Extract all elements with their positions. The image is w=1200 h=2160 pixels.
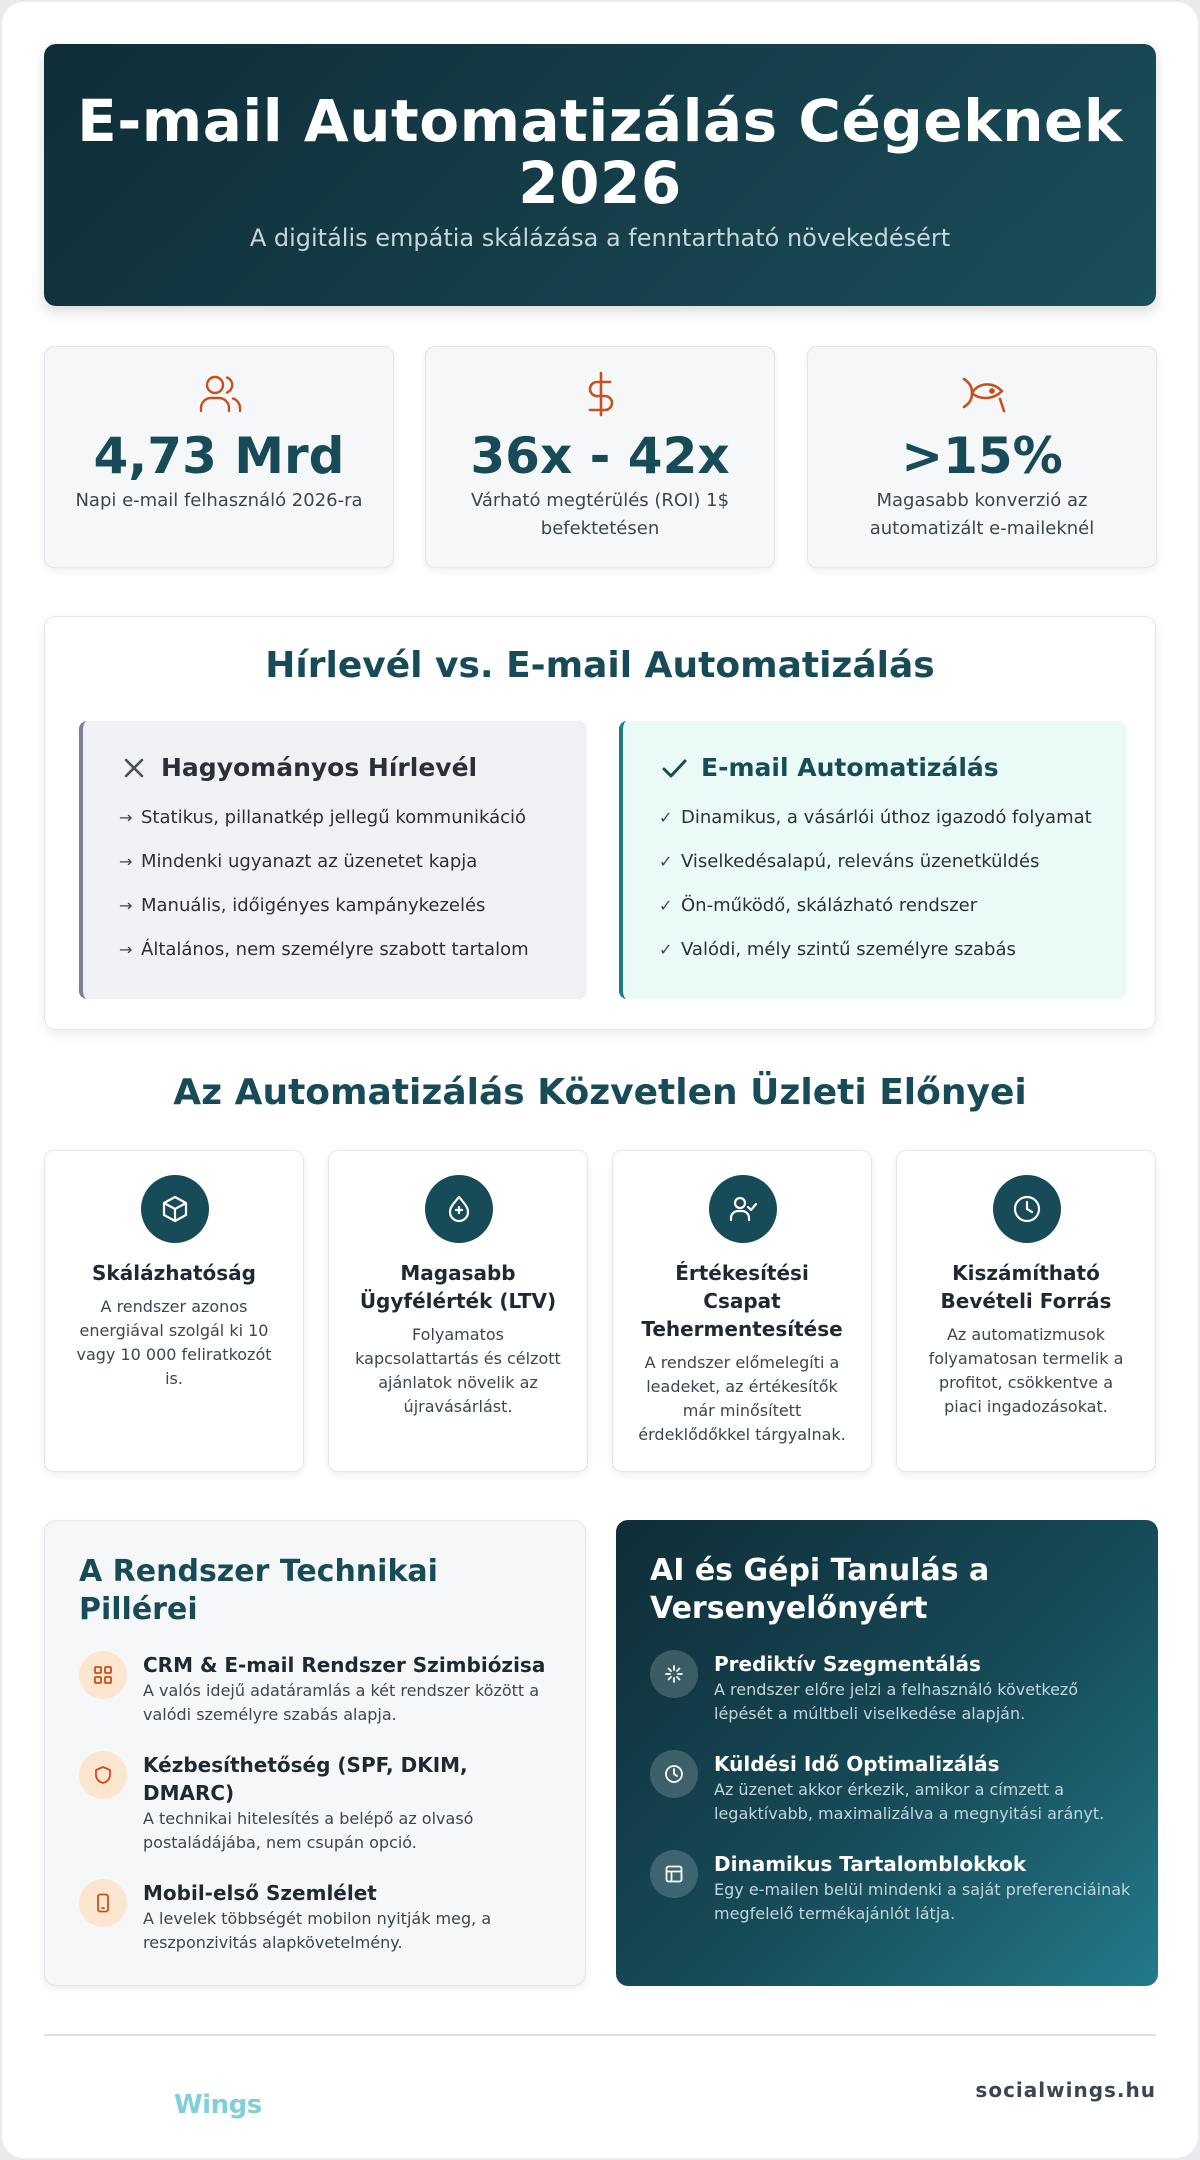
benefit-card: [896, 1150, 1156, 1472]
pillar-text: A technikai hitelesítés a belépő az olvasó postaládájába, nem csupán opció.: [143, 1809, 474, 1852]
page-subtitle: A digitális empátia skálázása a fenntartható növekedésért: [249, 224, 951, 252]
benefit-title: Kiszámítható Bevételi Forrás: [940, 1261, 1112, 1313]
layout-icon: [664, 1864, 684, 1884]
automation-title: E-mail Automatizálás: [701, 753, 999, 782]
sparkle-icon: [664, 1664, 684, 1684]
automation-column: [619, 721, 1127, 999]
newsletter-column: [79, 721, 587, 999]
benefit-text: A rendszer előmelegíti a leadeket, az értékesítők már minősített érdeklődőkkel tárgyalnak.: [638, 1353, 846, 1444]
benefit-text: Az automatizmusok folyamatosan termelik a profitot, csökkentve a piaci ingadozásokat.: [928, 1325, 1124, 1416]
ai-item-title: Küldési Idő Optimalizálás: [714, 1752, 1000, 1776]
list-item: ✓ Dinamikus, a vásárlói úthoz igazodó folyamat: [659, 807, 1092, 828]
stat-label: Várható megtérülés (ROI) 1$ befektetésen: [470, 490, 730, 539]
newsletter-title: Hagyományos Hírlevél: [161, 753, 478, 782]
pillar-title: Mobil-első Szemlélet: [143, 1881, 377, 1905]
stat-label: Magasabb konverzió az automatizált e-maileknél: [869, 490, 1095, 539]
grid-icon: [93, 1665, 113, 1685]
users-icon: [195, 369, 245, 419]
hero-banner: [44, 44, 1156, 306]
website-link[interactable]: socialwings.hu: [975, 2078, 1156, 2102]
dollar-icon: [576, 369, 626, 419]
list-item: ✓ Valódi, mély szintű személyre szabás: [659, 939, 1016, 960]
newsletter-list: [119, 803, 529, 979]
ai-item-title: Prediktív Szegmentálás: [714, 1652, 981, 1676]
comparison-section: [44, 616, 1156, 1030]
stat-label: Napi e-mail felhasználó 2026-ra: [75, 490, 363, 511]
automation-list: [659, 803, 1092, 979]
drop-icon: [444, 1194, 474, 1224]
fish-icon: [958, 369, 1008, 419]
check-icon: [659, 753, 689, 783]
pillar-title: CRM & E-mail Rendszer Szimbiózisa: [143, 1653, 546, 1677]
ai-title: AI és Gépi Tanulás a Versenyelőnyért: [650, 1553, 990, 1626]
ai-section: [616, 1520, 1158, 1986]
shield-icon: [93, 1765, 113, 1785]
stat-value: 4,73 Mrd: [93, 427, 345, 485]
ai-item-text: Egy e-mailen belül mindenki a saját preferenciáinak megfelelő termékajánlót látja.: [714, 1880, 1131, 1923]
footer-divider: [44, 2034, 1156, 2036]
stat-card-roi: [425, 346, 775, 568]
benefit-card: [44, 1150, 304, 1472]
pillar-title: Kézbesíthetőség (SPF, DKIM, DMARC): [143, 1753, 468, 1805]
box-icon: [160, 1194, 190, 1224]
stat-card-users: [44, 346, 394, 568]
ai-item-text: Az üzenet akkor érkezik, amikor a címzett a legaktívabb, maximalizálva a megnyitási arányt.: [714, 1780, 1105, 1823]
benefit-card: [612, 1150, 872, 1472]
stat-value: 36x - 42x: [470, 427, 730, 485]
benefit-card: [328, 1150, 588, 1472]
benefit-title: Skálázhatóság: [92, 1261, 256, 1285]
ai-item-title: Dinamikus Tartalomblokkok: [714, 1852, 1027, 1876]
clock-icon: [664, 1764, 684, 1784]
comparison-title: Hírlevél vs. E-mail Automatizálás: [265, 645, 935, 686]
user-check-icon: [728, 1194, 758, 1224]
list-item: → Manuális, időigényes kampánykezelés: [119, 895, 486, 916]
benefit-title: Magasabb Ügyfélérték (LTV): [359, 1261, 557, 1313]
benefit-text: A rendszer azonos energiával szolgál ki 10 vagy 10 000 feliratkozót is.: [76, 1297, 272, 1388]
close-icon: [119, 753, 149, 783]
mobile-icon: [93, 1893, 113, 1913]
stat-card-conversion: [807, 346, 1157, 568]
benefits-title: Az Automatizálás Közvetlen Üzleti Előnyei: [173, 1072, 1027, 1113]
ai-item-text: A rendszer előre jelzi a felhasználó következő lépését a múltbeli viselkedése alapján.: [714, 1680, 1079, 1723]
infographic-page: [2, 2, 1198, 2158]
list-item: → Általános, nem személyre szabott tartalom: [119, 939, 529, 960]
technical-pillars-section: [44, 1520, 586, 1986]
benefit-text: Folyamatos kapcsolattartás és célzott ajánlatok növelik az újravásárlást.: [355, 1325, 561, 1416]
pillar-text: A levelek többségét mobilon nyitják meg, a reszponzivitás alapkövetelmény.: [143, 1909, 492, 1952]
pillar-text: A valós idejű adatáramlás a két rendszer között a valódi személyre szabás alapja.: [143, 1681, 540, 1724]
list-item: ✓ Viselkedésalapú, releváns üzenetküldés: [659, 851, 1040, 872]
list-item: ✓ Ön-működő, skálázható rendszer: [659, 895, 978, 916]
clock-icon: [1012, 1194, 1042, 1224]
pillars-title: A Rendszer Technikai Pillérei: [79, 1554, 438, 1627]
list-item: → Statikus, pillanatkép jellegű kommunikáció: [119, 807, 527, 828]
benefit-title: Értékesítési Csapat Tehermentesítése: [641, 1261, 843, 1341]
wings-logo: Wings: [174, 2090, 262, 2120]
stat-value: >15%: [901, 427, 1063, 485]
list-item: → Mindenki ugyanazt az üzenetet kapja: [119, 851, 478, 872]
page-title: E-mail Automatizálás Cégeknek 2026: [77, 87, 1123, 217]
